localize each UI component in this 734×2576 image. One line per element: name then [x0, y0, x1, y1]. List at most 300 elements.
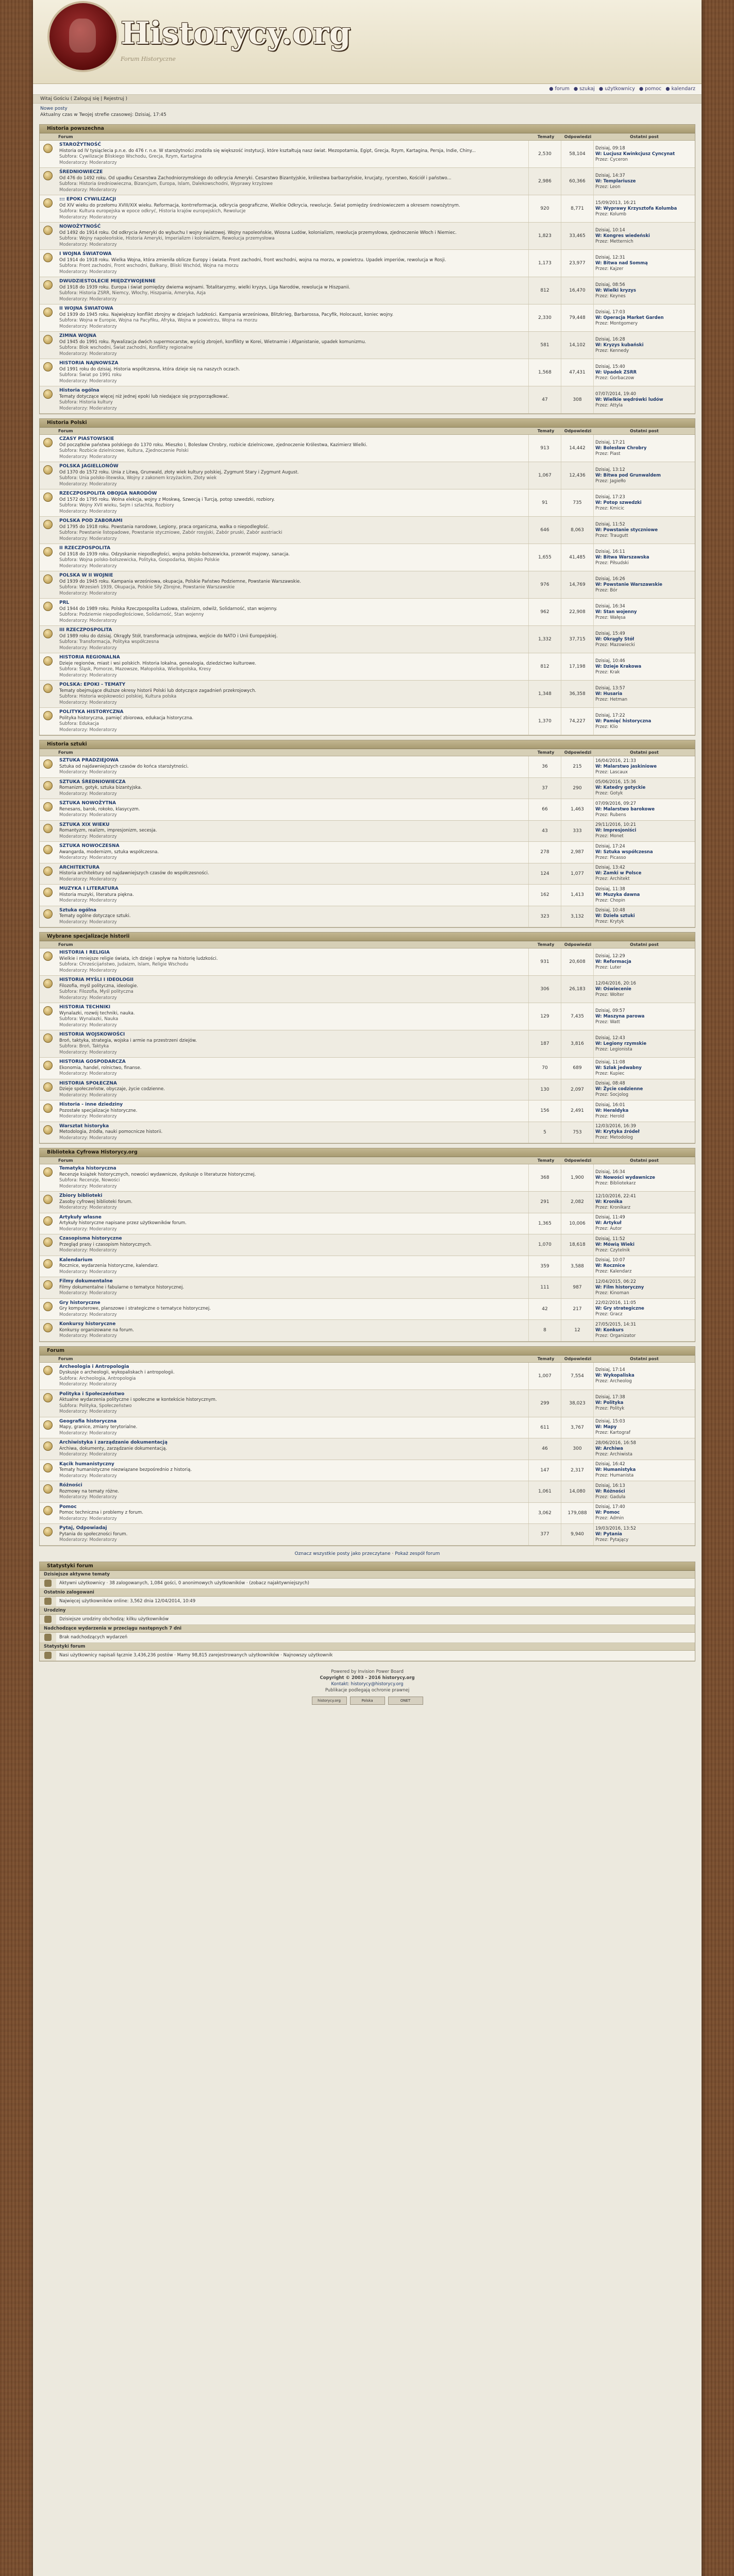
forum-title-link[interactable]: HISTORIA MYŚLI I IDEOLOGII [59, 977, 134, 982]
last-post-topic-link[interactable]: W: Artykuł [595, 1221, 622, 1226]
last-post-author[interactable]: Przez: Kupiec [595, 1071, 625, 1076]
forum-title-link[interactable]: HISTORIA GOSPODARCZA [59, 1059, 126, 1064]
forum-title-link[interactable]: Pomoc [59, 1504, 77, 1510]
last-post-author[interactable]: Przez: Piłsudski [595, 560, 629, 566]
last-post-topic-link[interactable]: W: Kronika [595, 1199, 623, 1205]
forum-title-link[interactable]: Archiwistyka i zarządzanie dokumentacją [59, 1440, 168, 1445]
forum-row[interactable] [40, 1256, 695, 1278]
last-post-author[interactable]: Przez: Organizator [595, 1333, 636, 1338]
subforum-links[interactable]: Subfora: Recenzje, Nowości [59, 1178, 120, 1183]
forum-row[interactable] [40, 653, 695, 681]
last-post-author[interactable]: Przez: Herold [595, 1113, 625, 1119]
footer-badge[interactable]: historycy.org [312, 1697, 347, 1705]
forum-moderators[interactable]: Moderatorzy: Moderatorzy [59, 187, 117, 193]
forum-moderators[interactable]: Moderatorzy: Moderatorzy [59, 1537, 117, 1543]
last-post-topic-link[interactable]: W: Pomoc [595, 1510, 620, 1516]
last-post-topic-link[interactable]: W: Lucjusz Kwinkcjusz Cyncynat [595, 151, 675, 157]
footer-badge[interactable]: Polska [350, 1697, 385, 1705]
topnav-4[interactable]: ● kalendarz [665, 86, 695, 92]
forum-title-link[interactable]: ŚREDNIOWIECZE [59, 170, 103, 175]
forum-row[interactable] [40, 1164, 695, 1192]
category-title[interactable]: Historia powszechna [40, 125, 695, 133]
forum-moderators[interactable]: Moderatorzy: Moderatorzy [59, 1516, 117, 1521]
forum-row[interactable] [40, 359, 695, 386]
forum-moderators[interactable]: Moderatorzy: Moderatorzy [59, 242, 117, 247]
forum-row[interactable] [40, 599, 695, 626]
subforum-links[interactable]: Subfora: Front zachodni, Front wschodni, Bałkany, Bliski Wschód, Wojna na morzu [59, 263, 239, 268]
forum-moderators[interactable]: Moderatorzy: Moderatorzy [59, 1135, 117, 1141]
forum-title-link[interactable]: Sztuka ogólna [59, 907, 96, 913]
forum-row[interactable] [40, 1481, 695, 1503]
subforum-links[interactable]: Subfora: Historia średniowieczna, Bizancjum, Europa, Islam, Dalekowschodni, Wyprawy krzyżowe [59, 181, 273, 187]
last-post-topic-link[interactable]: W: Bitwa pod Grunwaldem [595, 472, 661, 478]
forum-title-link[interactable]: Zbiory biblioteki [59, 1193, 103, 1198]
subforum-links[interactable]: Subfora: Historia kultury [59, 400, 113, 405]
last-post-author[interactable]: Przez: Humanista [595, 1473, 634, 1479]
last-post-topic-link[interactable]: W: Różności [595, 1488, 625, 1494]
category-title[interactable]: Forum [40, 1347, 695, 1355]
forum-row[interactable] [40, 1503, 695, 1524]
footer-contact[interactable]: Kontakt: historycy@historycy.org [331, 1681, 404, 1687]
forum-row[interactable] [40, 708, 695, 735]
last-post-author[interactable]: Przez: Pytający [595, 1537, 629, 1543]
forum-moderators[interactable]: Moderatorzy: Moderatorzy [59, 1049, 117, 1055]
forum-title-link[interactable]: POLITYKA HISTORYCZNA [59, 709, 124, 715]
forum-row[interactable] [40, 906, 695, 928]
forum-row[interactable] [40, 544, 695, 571]
forum-moderators[interactable]: Moderatorzy: Moderatorzy [59, 1495, 117, 1500]
last-post-topic-link[interactable]: W: Pamięć historyczna [595, 718, 652, 724]
last-post-author[interactable]: Przez: Montgomery [595, 320, 638, 326]
forum-moderators[interactable]: Moderatorzy: Moderatorzy [59, 1312, 117, 1317]
forum-moderators[interactable]: Moderatorzy: Moderatorzy [59, 214, 117, 220]
forum-row[interactable] [40, 1320, 695, 1342]
last-post-author[interactable]: Przez: Chopin [595, 897, 625, 903]
forum-title-link[interactable]: MUZYKA I LITERATURA [59, 886, 119, 891]
forum-title-link[interactable]: SZTUKA PRADZIEJOWA [59, 758, 119, 763]
forum-moderators[interactable]: Moderatorzy: Moderatorzy [59, 1183, 117, 1189]
forum-moderators[interactable]: Moderatorzy: Moderatorzy [59, 1291, 117, 1296]
footer-powered[interactable]: Powered by Invision Power Board [331, 1669, 404, 1674]
new-posts-link[interactable]: Nowe posty [40, 106, 68, 111]
forum-title-link[interactable]: SZTUKA XIX WIEKU [59, 822, 110, 827]
forum-title-link[interactable]: III RZECZPOSPOLITA [59, 628, 112, 633]
last-post-topic-link[interactable]: W: Muzyka dawna [595, 892, 640, 897]
last-post-author[interactable]: Przez: Hetman [595, 697, 628, 702]
forum-title-link[interactable]: HISTORIA REGIONALNA [59, 655, 120, 660]
last-post-author[interactable]: Przez: Czytelnik [595, 1247, 630, 1253]
topnav-1[interactable]: ● szukaj [573, 86, 595, 92]
forum-moderators[interactable]: Moderatorzy: Moderatorzy [59, 700, 117, 705]
last-post-topic-link[interactable]: W: Malarstwo barokowe [595, 806, 655, 812]
forum-title-link[interactable]: POLSKA: EPOKI - TEMATY [59, 682, 126, 687]
last-post-topic-link[interactable]: W: Humanistyka [595, 1467, 636, 1473]
forum-moderators[interactable]: Moderatorzy: Moderatorzy [59, 1430, 117, 1436]
forum-row[interactable] [40, 1058, 695, 1079]
last-post-author[interactable]: Przez: Bór [595, 587, 618, 593]
forum-row[interactable] [40, 976, 695, 1003]
last-post-author[interactable]: Przez: Admin [595, 1516, 624, 1521]
forum-moderators[interactable]: Moderatorzy: Moderatorzy [59, 509, 117, 514]
forum-row[interactable] [40, 462, 695, 489]
last-post-topic-link[interactable]: W: Wielkie wędrówki ludów [595, 397, 663, 402]
forum-moderators[interactable]: Moderatorzy: Moderatorzy [59, 834, 117, 839]
subforum-links[interactable]: Subfora: Wrzesień 1939, Okupacja, Polskie Siły Zbrojne, Powstanie Warszawskie [59, 585, 235, 590]
forum-title-link[interactable]: Tematyka historyczna [59, 1166, 116, 1171]
forum-row[interactable] [40, 195, 695, 223]
last-post-topic-link[interactable]: W: Malarstwo jaskiniowe [595, 764, 657, 769]
subforum-links[interactable]: Subfora: Wojny napoleońskie, Historia Ameryki, Imperializm i kolonializm, Rewolucja przemysłowa [59, 236, 275, 241]
forum-moderators[interactable]: Moderatorzy: Moderatorzy [59, 351, 117, 357]
last-post-topic-link[interactable]: W: Operacja Market Garden [595, 315, 664, 320]
site-title[interactable]: Historycy.org [121, 15, 351, 52]
last-post-topic-link[interactable]: W: Upadek ZSRR [595, 369, 637, 375]
forum-row[interactable] [40, 386, 695, 414]
forum-title-link[interactable]: HISTORIA WOJSKOWOŚCI [59, 1032, 125, 1037]
forum-row[interactable] [40, 842, 695, 863]
subforum-links[interactable]: Subfora: Podziemie niepodległościowe, Solidarność, Stan wojenny [59, 612, 204, 617]
last-post-topic-link[interactable]: W: Rocznice [595, 1263, 625, 1269]
category-title[interactable]: Historia sztuki [40, 740, 695, 749]
last-post-author[interactable]: Przez: Kajzer [595, 266, 624, 272]
forum-title-link[interactable]: SZTUKA NOWOCZESNA [59, 843, 120, 849]
forum-moderators[interactable]: Moderatorzy: Moderatorzy [59, 1382, 117, 1387]
last-post-author[interactable]: Przez: Leon [595, 184, 621, 190]
last-post-author[interactable]: Przez: Klio [595, 724, 618, 730]
subforum-links[interactable]: Subfora: Historia ZSRR, Niemcy, Włochy, Hiszpania, Ameryka, Azja [59, 291, 206, 296]
last-post-topic-link[interactable]: W: Legiony rzymskie [595, 1041, 646, 1046]
forum-moderators[interactable]: Moderatorzy: Moderatorzy [59, 995, 117, 1001]
forum-moderators[interactable]: Moderatorzy: Moderatorzy [59, 791, 117, 796]
last-post-topic-link[interactable]: W: Powstanie Warszawskie [595, 582, 662, 587]
mark-read-link[interactable]: Oznacz wszystkie posty jako przeczytane [294, 1551, 391, 1556]
last-post-author[interactable]: Przez: Gorbaczow [595, 375, 635, 381]
logo-seal-icon[interactable] [49, 3, 116, 70]
forum-title-link[interactable]: POLSKA POD ZABORAMI [59, 518, 123, 523]
subforum-links[interactable]: Subfora: Wojna polsko-bolszewicka, Polityka, Gospodarka, Wojsko Polskie [59, 557, 220, 563]
forum-title-link[interactable]: ZIMNA WOJNA [59, 333, 96, 338]
category-title[interactable]: Historia Polski [40, 419, 695, 428]
last-post-author[interactable]: Przez: Kinoman [595, 1290, 629, 1296]
forum-moderators[interactable]: Moderatorzy: Moderatorzy [59, 1092, 117, 1098]
forum-title-link[interactable]: ARCHITEKTURA [59, 865, 99, 870]
last-post-author[interactable]: Przez: Keynes [595, 293, 626, 299]
forum-row[interactable] [40, 1438, 695, 1460]
forum-row[interactable] [40, 778, 695, 800]
forum-title-link[interactable]: Filmy dokumentalne [59, 1279, 113, 1284]
forum-row[interactable] [40, 223, 695, 250]
forum-row[interactable] [40, 304, 695, 332]
last-post-author[interactable]: Przez: Gotyk [595, 791, 623, 796]
last-post-author[interactable]: Przez: Gaduła [595, 1494, 626, 1500]
last-post-author[interactable]: Przez: Rubens [595, 812, 626, 818]
last-post-topic-link[interactable]: W: Życie codzienne [595, 1087, 643, 1092]
last-post-topic-link[interactable]: W: Dzieje Krakowa [595, 664, 642, 669]
forum-title-link[interactable]: II RZECZPOSPOLITA [59, 546, 111, 551]
last-post-author[interactable]: Przez: Gracz [595, 1312, 623, 1317]
forum-row[interactable] [40, 1213, 695, 1235]
forum-title-link[interactable]: Gry historyczne [59, 1300, 101, 1306]
last-post-topic-link[interactable]: W: Husaria [595, 691, 623, 697]
forum-moderators[interactable]: Moderatorzy: Moderatorzy [59, 324, 117, 329]
forum-title-link[interactable]: Czasopisma historyczne [59, 1236, 122, 1241]
forum-moderators[interactable]: Moderatorzy: Moderatorzy [59, 645, 117, 651]
forum-title-link[interactable]: Kącik humanistyczny [59, 1461, 114, 1467]
subforum-links[interactable]: Subfora: Cywilizacje Bliskiego Wschodu, Grecja, Rzym, Kartagina [59, 154, 202, 159]
last-post-author[interactable]: Przez: Piast [595, 451, 621, 456]
last-post-author[interactable]: Przez: Traugutt [595, 533, 628, 538]
last-post-topic-link[interactable]: W: Zamki w Polsce [595, 871, 642, 876]
last-post-topic-link[interactable]: W: Kongres wiedeński [595, 233, 650, 239]
last-post-author[interactable]: Przez: Kennedy [595, 348, 629, 353]
forum-row[interactable] [40, 863, 695, 885]
forum-title-link[interactable]: NOWOŻYTNOŚĆ [59, 224, 101, 229]
forum-moderators[interactable]: Moderatorzy: Moderatorzy [59, 563, 117, 569]
last-post-topic-link[interactable]: W: Szlak jedwabny [595, 1065, 642, 1071]
last-post-topic-link[interactable]: W: Heraldyka [595, 1108, 629, 1113]
last-post-topic-link[interactable]: W: Wykopaliska [595, 1373, 635, 1378]
forum-row[interactable] [40, 681, 695, 708]
forum-moderators[interactable]: Moderatorzy: Moderatorzy [59, 1248, 117, 1253]
forum-title-link[interactable]: Pytaj, Odpowiadaj [59, 1526, 107, 1531]
subforum-links[interactable]: Subfora: Wynalazki, Nauka [59, 1016, 119, 1022]
forum-moderators[interactable]: Moderatorzy: Moderatorzy [59, 727, 117, 733]
last-post-author[interactable]: Przez: Cyceron [595, 157, 628, 162]
last-post-topic-link[interactable]: W: Wielki kryzys [595, 287, 636, 293]
forum-title-link[interactable]: SZTUKA ŚREDNIOWIECZA [59, 779, 126, 785]
forum-title-link[interactable]: Różności [59, 1483, 82, 1488]
last-post-author[interactable]: Przez: Attyla [595, 402, 623, 408]
team-link[interactable]: Pokaż zespół forum [395, 1551, 440, 1556]
forum-row[interactable] [40, 1234, 695, 1256]
forum-row[interactable] [40, 277, 695, 304]
forum-title-link[interactable]: DWUDZIESTOLECIE MIĘDZYWOJENNE [59, 279, 156, 284]
subforum-links[interactable]: Subfora: Blok wschodni, Świat zachodni, Konflikty regionalne [59, 345, 193, 350]
subforum-links[interactable]: Subfora: Rozbicie dzielnicowe, Kultura, Zjednoczenie Polski [59, 448, 189, 453]
forum-title-link[interactable]: PRL [59, 600, 70, 605]
forum-title-link[interactable]: STAROŻYTNOŚĆ [59, 142, 101, 147]
last-post-author[interactable]: Przez: Kalendarz [595, 1269, 632, 1275]
forum-row[interactable] [40, 1100, 695, 1122]
last-post-author[interactable]: Przez: Jagiełło [595, 478, 626, 484]
forum-title-link[interactable]: POLSKA W II WOJNIE [59, 573, 113, 578]
forum-moderators[interactable]: Moderatorzy: Moderatorzy [59, 876, 117, 882]
forum-moderators[interactable]: Moderatorzy: Moderatorzy [59, 1269, 117, 1275]
forum-title-link[interactable]: HISTORIA TECHNIKI [59, 1005, 111, 1010]
forum-moderators[interactable]: Moderatorzy: Moderatorzy [59, 378, 117, 384]
last-post-author[interactable]: Przez: Architekt [595, 876, 630, 882]
subforum-links[interactable]: Subfora: Unia polsko-litewska, Wojny z zakonem krzyżackim, Złoty wiek [59, 476, 217, 481]
last-post-topic-link[interactable]: W: Archiwa [595, 1446, 623, 1451]
subforum-links[interactable]: Subfora: Polityka, Społeczeństwo [59, 1403, 132, 1409]
forum-moderators[interactable]: Moderatorzy: Moderatorzy [59, 481, 117, 487]
last-post-author[interactable]: Przez: Polityk [595, 1406, 625, 1411]
forum-row[interactable] [40, 1003, 695, 1030]
forum-moderators[interactable]: Moderatorzy: Moderatorzy [59, 1071, 117, 1076]
forum-title-link[interactable]: Historia ogólna [59, 388, 99, 393]
forum-row[interactable] [40, 1122, 695, 1144]
forum-moderators[interactable]: Moderatorzy: Moderatorzy [59, 269, 117, 275]
forum-row[interactable] [40, 517, 695, 544]
forum-title-link[interactable]: ::: EPOKI CYWILIZACJI [59, 197, 116, 202]
forum-moderators[interactable]: Moderatorzy: Moderatorzy [59, 1205, 117, 1210]
forum-moderators[interactable]: Moderatorzy: Moderatorzy [59, 1333, 117, 1338]
subforum-links[interactable]: Subfora: Filozofia, Myśl polityczna [59, 989, 134, 994]
subforum-links[interactable]: Subfora: Kultura europejska w epoce odkryć, Historia krajów europejskich, Rewolucje [59, 209, 246, 214]
forum-moderators[interactable]: Moderatorzy: Moderatorzy [59, 919, 117, 925]
last-post-topic-link[interactable]: W: Wyprawy Krzysztofa Kolumba [595, 206, 677, 211]
forum-row[interactable] [40, 1192, 695, 1213]
last-post-topic-link[interactable]: W: Polityka [595, 1400, 624, 1405]
forum-title-link[interactable]: RZECZPOSPOLITA OBOJGA NARODÓW [59, 491, 157, 496]
subforum-links[interactable]: Subfora: Historia wojskowości polskiej, Kultura polska [59, 694, 177, 699]
forum-row[interactable] [40, 1079, 695, 1101]
last-post-author[interactable]: Przez: Monet [595, 834, 624, 839]
forum-row[interactable] [40, 1277, 695, 1299]
forum-title-link[interactable]: I WOJNA ŚWIATOWA [59, 251, 112, 257]
forum-moderators[interactable]: Moderatorzy: Moderatorzy [59, 1114, 117, 1119]
last-post-topic-link[interactable]: W: Sztuka współczesna [595, 849, 653, 855]
forum-title-link[interactable]: HISTORIA SPOŁECZNA [59, 1080, 117, 1086]
forum-moderators[interactable]: Moderatorzy: Moderatorzy [59, 405, 117, 411]
last-post-author[interactable]: Przez: Mazowiecki [595, 642, 635, 648]
last-post-author[interactable]: Przez: Kronikarz [595, 1205, 630, 1210]
last-post-topic-link[interactable]: W: Gry strategiczne [595, 1306, 644, 1312]
subforum-links[interactable]: Subfora: Chrześcijaństwo, Judaizm, Islam, Religie Wschodu [59, 962, 189, 967]
last-post-author[interactable]: Przez: Kartograf [595, 1430, 630, 1436]
last-post-topic-link[interactable]: W: Bitwa nad Sommą [595, 260, 648, 266]
forum-moderators[interactable]: Moderatorzy: Moderatorzy [59, 1452, 117, 1457]
subforum-links[interactable]: Subfora: Śląsk, Pomorze, Mazowsze, Małopolska, Wielkopolska, Kresy [59, 667, 211, 672]
forum-moderators[interactable]: Moderatorzy: Moderatorzy [59, 454, 117, 460]
forum-row[interactable] [40, 332, 695, 359]
forum-row[interactable] [40, 1417, 695, 1439]
last-post-author[interactable]: Przez: Watt [595, 1019, 620, 1025]
forum-row[interactable] [40, 626, 695, 653]
last-post-author[interactable]: Przez: Kolumb [595, 211, 626, 217]
forum-row[interactable] [40, 1299, 695, 1320]
forum-row[interactable] [40, 571, 695, 599]
subforum-links[interactable]: Subfora: Wojna w Europie, Wojna na Pacyfiku, Afryka, Wojna w powietrzu, Wojna na morzu [59, 318, 258, 323]
last-post-author[interactable]: Przez: Wolter [595, 992, 624, 997]
last-post-author[interactable]: Przez: Socjolog [595, 1092, 628, 1098]
last-post-topic-link[interactable]: W: Impresjoniści [595, 828, 637, 834]
forum-title-link[interactable]: Warsztat historyka [59, 1123, 109, 1129]
forum-moderators[interactable]: Moderatorzy: Moderatorzy [59, 536, 117, 541]
forum-title-link[interactable]: Artykuły własne [59, 1214, 102, 1220]
forum-moderators[interactable]: Moderatorzy: Moderatorzy [59, 1409, 117, 1414]
last-post-topic-link[interactable]: W: Pytania [595, 1531, 622, 1537]
forum-row[interactable] [40, 1460, 695, 1482]
last-post-topic-link[interactable]: W: Potop szwedzki [595, 500, 642, 505]
forum-row[interactable] [40, 948, 695, 976]
last-post-topic-link[interactable]: W: Templariusze [595, 178, 636, 184]
forum-moderators[interactable]: Moderatorzy: Moderatorzy [59, 968, 117, 973]
last-post-topic-link[interactable]: W: Mówią Wieki [595, 1242, 635, 1247]
last-post-author[interactable]: Przez: Lascaux [595, 769, 628, 775]
forum-moderators[interactable]: Moderatorzy: Moderatorzy [59, 1226, 117, 1232]
forum-row[interactable] [40, 1524, 695, 1546]
last-post-author[interactable]: Przez: Picasso [595, 855, 626, 860]
forum-title-link[interactable]: Geografia historyczna [59, 1418, 117, 1424]
last-post-topic-link[interactable]: W: Bitwa Warszawska [595, 554, 649, 560]
last-post-author[interactable]: Przez: Metodolog [595, 1135, 633, 1141]
category-title[interactable]: Wybrane specjalizacje historii [40, 933, 695, 941]
forum-moderators[interactable]: Moderatorzy: Moderatorzy [59, 160, 117, 165]
last-post-topic-link[interactable]: W: Katedry gotyckie [595, 785, 646, 791]
forum-moderators[interactable]: Moderatorzy: Moderatorzy [59, 672, 117, 678]
last-post-author[interactable]: Przez: Autor [595, 1226, 622, 1232]
topnav-0[interactable]: ● forum [549, 86, 570, 92]
last-post-topic-link[interactable]: W: Reformacja [595, 959, 631, 964]
forum-row[interactable] [40, 250, 695, 277]
subforum-links[interactable]: Subfora: Edukacja [59, 721, 99, 726]
forum-row[interactable] [40, 799, 695, 821]
last-post-author[interactable]: Przez: Metternich [595, 239, 633, 244]
forum-moderators[interactable]: Moderatorzy: Moderatorzy [59, 296, 117, 302]
category-title[interactable]: Biblioteka Cyfrowa Historycy.org [40, 1148, 695, 1157]
last-post-topic-link[interactable]: W: Film historyczny [595, 1284, 644, 1290]
subforum-links[interactable]: Subfora: Powstanie listopadowe, Powstanie styczniowe, Zabór rosyjski, Zabór pruski, Zabór austriacki [59, 530, 282, 535]
forum-title-link[interactable]: POLSKA JAGIELLONÓW [59, 464, 119, 469]
forum-title-link[interactable]: Polityka i Społeczeństwo [59, 1391, 125, 1397]
subforum-links[interactable]: Subfora: Broń, Taktyka [59, 1044, 109, 1049]
last-post-author[interactable]: Przez: Krak [595, 669, 620, 675]
forum-moderators[interactable]: Moderatorzy: Moderatorzy [59, 1022, 117, 1028]
forum-row[interactable] [40, 168, 695, 195]
forum-title-link[interactable]: Konkursy historyczne [59, 1321, 116, 1327]
forum-title-link[interactable]: HISTORIA I RELIGIA [59, 950, 110, 955]
forum-title-link[interactable]: II WOJNA ŚWIATOWA [59, 306, 113, 311]
last-post-author[interactable]: Przez: Archeolog [595, 1379, 632, 1384]
forum-row[interactable] [40, 141, 695, 168]
forum-row[interactable] [40, 756, 695, 778]
forum-moderators[interactable]: Moderatorzy: Moderatorzy [59, 770, 117, 775]
subforum-links[interactable]: Subfora: Transformacja, Polityka współczesna [59, 639, 159, 645]
last-post-topic-link[interactable]: W: Stan wojenny [595, 609, 637, 615]
forum-moderators[interactable]: Moderatorzy: Moderatorzy [59, 618, 117, 623]
forum-row[interactable] [40, 489, 695, 517]
last-post-author[interactable]: Przez: Wałęsa [595, 615, 626, 620]
last-post-topic-link[interactable]: W: Konkurs [595, 1327, 624, 1333]
forum-moderators[interactable]: Moderatorzy: Moderatorzy [59, 590, 117, 596]
forum-title-link[interactable]: SZTUKA NOWOŻYTNA [59, 801, 116, 806]
subforum-links[interactable]: Subfora: Archeologia, Antropologia [59, 1376, 136, 1381]
last-post-author[interactable]: Przez: Luter [595, 964, 622, 970]
forum-moderators[interactable]: Moderatorzy: Moderatorzy [59, 898, 117, 903]
last-post-author[interactable]: Przez: Krytyk [595, 919, 624, 925]
last-post-topic-link[interactable]: W: Maszyna parowa [595, 1013, 645, 1019]
last-post-topic-link[interactable]: W: Krytyka źródeł [595, 1129, 640, 1135]
forum-title-link[interactable]: CZASY PIASTOWSKIE [59, 436, 114, 442]
topnav-3[interactable]: ● pomoc [639, 86, 662, 92]
breadcrumb[interactable]: Witaj Gościu ( Zaloguj się | Rejestruj ) [33, 95, 702, 104]
last-post-topic-link[interactable]: W: Okrągły Stół [595, 636, 635, 642]
forum-row[interactable] [40, 821, 695, 842]
forum-title-link[interactable]: Archeologia i Antropologia [59, 1364, 129, 1369]
forum-title-link[interactable]: HISTORIA NAJNOWSZA [59, 361, 119, 366]
forum-row[interactable] [40, 1390, 695, 1417]
last-post-topic-link[interactable]: W: Oświecenie [595, 986, 631, 992]
forum-moderators[interactable]: Moderatorzy: Moderatorzy [59, 1473, 117, 1479]
last-post-author[interactable]: Przez: Bibliotekarz [595, 1180, 636, 1186]
forum-row[interactable] [40, 1030, 695, 1058]
last-post-topic-link[interactable]: W: Nowości wydawnicze [595, 1175, 655, 1180]
forum-title-link[interactable]: Kalendarium [59, 1257, 93, 1263]
forum-moderators[interactable]: Moderatorzy: Moderatorzy [59, 812, 117, 818]
forum-row[interactable] [40, 435, 695, 462]
last-post-topic-link[interactable]: W: Kryzys kubański [595, 342, 644, 348]
